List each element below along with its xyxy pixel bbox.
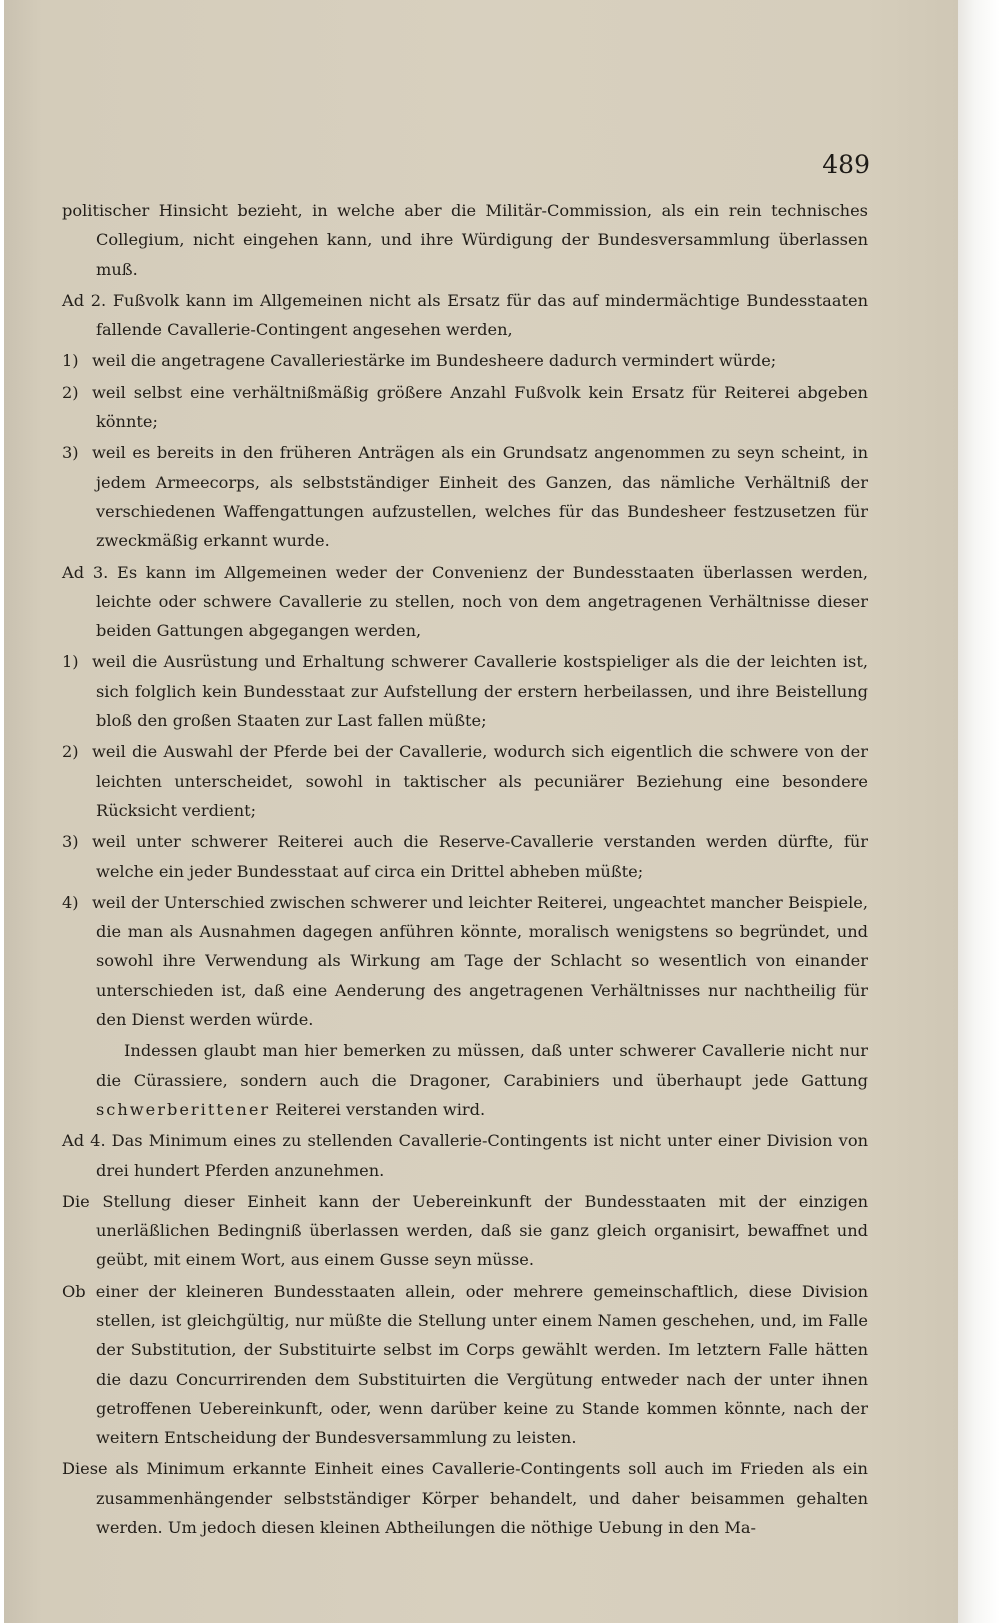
paragraph-ad-4: Ad 4. Das Minimum eines zu stellenden Cavallerie-Contingents ist nicht unter einer Division von drei hundert Pferden anzunehmen.: [62, 1131, 868, 1180]
list-item: 1) weil die Ausrüstung und Erhaltung schwerer Cavallerie kostspieliger als die der leichten ist, sich folglich kein Bundesstaat zur Aufstellung der erstern herbeilassen, und ihre Beistellung bloß den großen Staaten zur Last fallen müßte;: [62, 652, 868, 731]
page-edge: [958, 0, 1000, 1623]
paragraph-note: Indessen glaubt man hier bemerken zu müssen, daß unter schwerer Cavallerie nicht nur die Cürassiere, sondern auch die Dragoner, Carabiniers und überhaupt jede Gattung schwerberittener Reiterei verstanden wird.: [96, 1041, 868, 1119]
page-number: 489: [822, 150, 870, 179]
list-item: 2) weil die Auswahl der Pferde bei der Cavallerie, wodurch sich eigentlich die schwere von der leichten unterscheidet, sowohl in taktischer als pecuniärer Beziehung eine besondere Rücksicht verdient;: [62, 742, 868, 820]
list-item: 3) weil es bereits in den früheren Anträgen als ein Grundsatz angenommen zu seyn scheint, in jedem Armeecorps, als selbstständiger Einheit des Ganzen, das nämliche Verhältniß der verschiedenen Waffengattungen aufzustellen, welches für das Bundesheer festzusetzen für zweckmäßig erkannt wurde.: [62, 443, 868, 551]
body-text: [62, 196, 868, 1544]
list-item: 1) weil die angetragene Cavalleriestärke im Bundesheere dadurch vermindert würde;: [62, 351, 777, 371]
paragraph: Diese als Minimum erkannte Einheit eines Cavallerie-Contingents soll auch im Frieden als ein zusammenhängender selbstständiger Körper behandelt, und daher beisammen gehalten werden. Um jedoch diesen kleinen Abtheilungen die nöthige Uebung in den Ma-: [62, 1459, 868, 1538]
paragraph-ad-3: Ad 3. Es kann im Allgemeinen weder der Convenienz der Bundesstaaten überlassen werden, leichte oder schwere Cavallerie zu stellen, noch von dem angetragenen Verhältnisse dieser beiden Gattungen abgegangen werden,: [62, 562, 868, 641]
list-item: 3) weil unter schwerer Reiterei auch die Reserve-Cavallerie verstanden werden dürfte, für welche ein jeder Bundesstaat auf circa ein Drittel abheben müßte;: [62, 832, 868, 881]
paragraph-ad-2: Ad 2. Fußvolk kann im Allgemeinen nicht als Ersatz für das auf mindermächtige Bundesstaaten fallende Cavallerie-Contingent angesehen werden,: [62, 290, 868, 340]
paragraph: Ob einer der kleineren Bundesstaaten allein, oder mehrere gemeinschaftlich, diese Division stellen, ist gleichgültig, nur müßte die Stellung unter einem Namen geschehen, und, im Falle der Substitution, der Substituirte selbst im Corps gewählt werden. Im letztern Falle hätten die dazu Concurrirenden dem Substituirten die Vergütung entweder nach der unter ihnen getroffenen Uebereinkunft, oder, wenn darüber keine zu Stande kommen könnte, nach der weitern Entscheidung der Bundesversammlung zu leisten.: [62, 1281, 868, 1448]
paragraph-continuation: politischer Hinsicht bezieht, in welche aber die Militär-Commission, als ein rein technisches Collegium, nicht eingehen kann, und ihre Würdigung der Bundesversammlung überlassen muß.: [62, 201, 868, 279]
list-item: 2) weil selbst eine verhältnißmäßig größere Anzahl Fußvolk kein Ersatz für Reiterei abgeben könnte;: [62, 382, 868, 432]
paragraph: Die Stellung dieser Einheit kann der Uebereinkunft der Bundesstaaten mit der einzigen unerläßlichen Bedingniß überlassen werden, daß sie ganz gleich organisirt, bewaffnet und geübt, mit einem Wort, aus einem Gusse seyn müsse.: [62, 1191, 868, 1270]
list-item: 4) weil der Unterschied zwischen schwerer und leichter Reiterei, ungeachtet mancher Beispiele, die man als Ausnahmen dagegen anführen könnte, moralisch wenigstens so begründet, und sowohl ihre Verwendung als Wirkung am Tage der Schlacht so wesentlich von einander unterschieden ist, daß eine Aenderung des angetragenen Verhältnisses nur nachtheilig für den Dienst werden würde.: [62, 892, 868, 1030]
